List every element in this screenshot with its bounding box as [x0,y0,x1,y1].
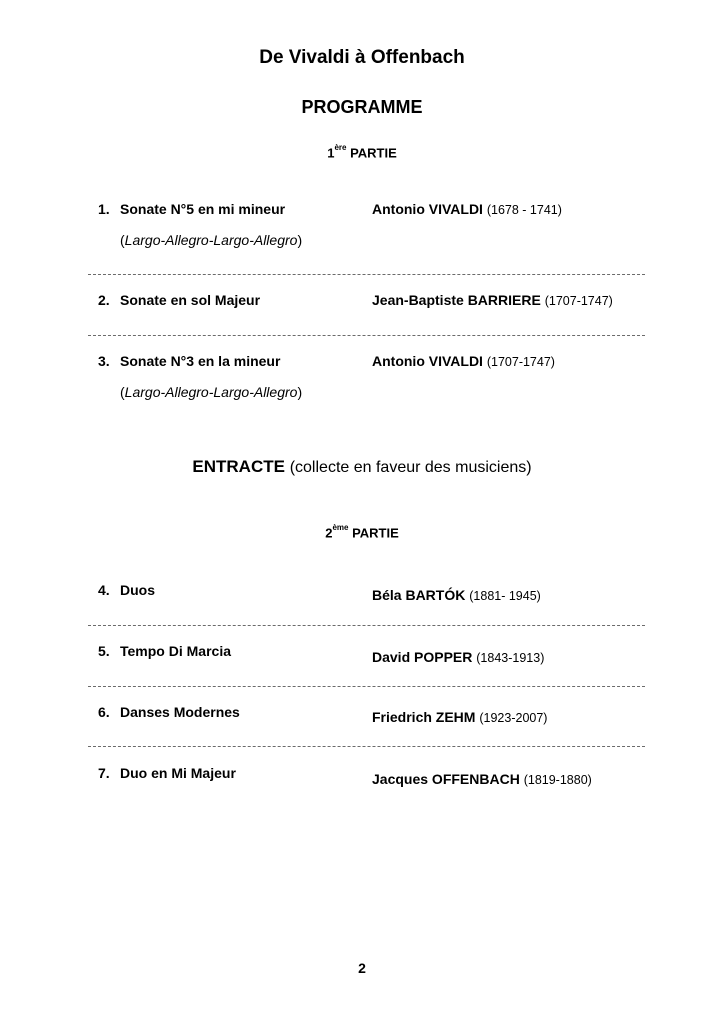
programme-heading: PROGRAMME [301,97,423,117]
part-1-number: 1 [327,145,335,161]
program-item-6 [98,704,240,720]
program-item-3 [98,353,280,369]
item-3-movements: (Largo-Allegro-Largo-Allegro) [120,384,303,400]
item-5-composer-name: David POPPER [372,649,473,665]
separator-5 [88,746,645,747]
item-1-composer-name: Antonio VIVALDI [372,201,483,217]
program-item-7 [98,765,236,781]
page-title: De Vivaldi à Offenbach [259,47,465,68]
part-1-superscript: ère [334,143,347,152]
item-2-title: Sonate en sol Majeur [120,292,261,308]
item-1-title: Sonate N°5 en mi mineur [120,201,286,217]
item-2-dates: (1707-1747) [544,294,613,308]
program-item-5 [98,643,231,659]
part-1-label: PARTIE [350,145,397,161]
separator-1 [88,274,645,275]
page-number: 2 [358,960,366,976]
item-7-number: 7. [98,765,110,781]
part-2-superscript: ème [332,523,349,532]
item-3-composer [372,353,555,369]
program-item-1 [98,201,285,217]
item-4-dates: (1881- 1945) [469,589,541,603]
item-6-composer [372,709,547,725]
item-3-composer-name: Antonio VIVALDI [372,353,483,369]
program-item-4 [98,582,155,598]
item-7-composer-name: Jacques OFFENBACH [372,771,520,787]
entracte-label: ENTRACTE [192,457,285,476]
item-5-title: Tempo Di Marcia [120,643,231,659]
part-2-heading [0,525,724,540]
separator-2 [88,335,645,336]
item-5-composer [372,649,544,665]
item-3-title: Sonate N°3 en la mineur [120,353,281,369]
item-7-dates: (1819-1880) [523,773,592,787]
part-2-label: PARTIE [352,525,399,541]
item-7-composer [372,771,592,787]
item-2-number: 2. [98,292,110,308]
separator-4 [88,686,645,687]
item-5-number: 5. [98,643,110,659]
item-3-movements-text: Largo-Allegro-Largo-Allegro [124,384,298,400]
entracte-line [0,457,724,477]
item-1-movements: (Largo-Allegro-Largo-Allegro) [120,232,303,248]
item-2-composer [372,292,613,308]
item-3-dates: (1707-1747) [486,355,555,369]
item-6-number: 6. [98,704,110,720]
program-item-2 [98,292,260,308]
part-2-number: 2 [325,525,333,541]
item-6-dates: (1923-2007) [479,711,548,725]
part-1-heading [0,145,724,160]
separator-3 [88,625,645,626]
entracte-note: (collecte en faveur des musiciens) [289,459,532,476]
item-1-number: 1. [98,201,110,217]
item-4-composer [372,587,541,603]
item-4-number: 4. [98,582,110,598]
item-2-composer-name: Jean-Baptiste BARRIERE [372,292,541,308]
item-3-number: 3. [98,353,110,369]
item-1-dates: (1678 - 1741) [486,203,562,217]
item-7-title: Duo en Mi Majeur [120,765,236,781]
item-5-dates: (1843-1913) [476,651,545,665]
item-6-composer-name: Friedrich ZEHM [372,709,476,725]
item-4-title: Duos [120,582,155,598]
item-1-movements-text: Largo-Allegro-Largo-Allegro [124,232,298,248]
item-6-title: Danses Modernes [120,704,240,720]
item-1-composer [372,201,562,217]
item-4-composer-name: Béla BARTÓK [372,587,466,603]
